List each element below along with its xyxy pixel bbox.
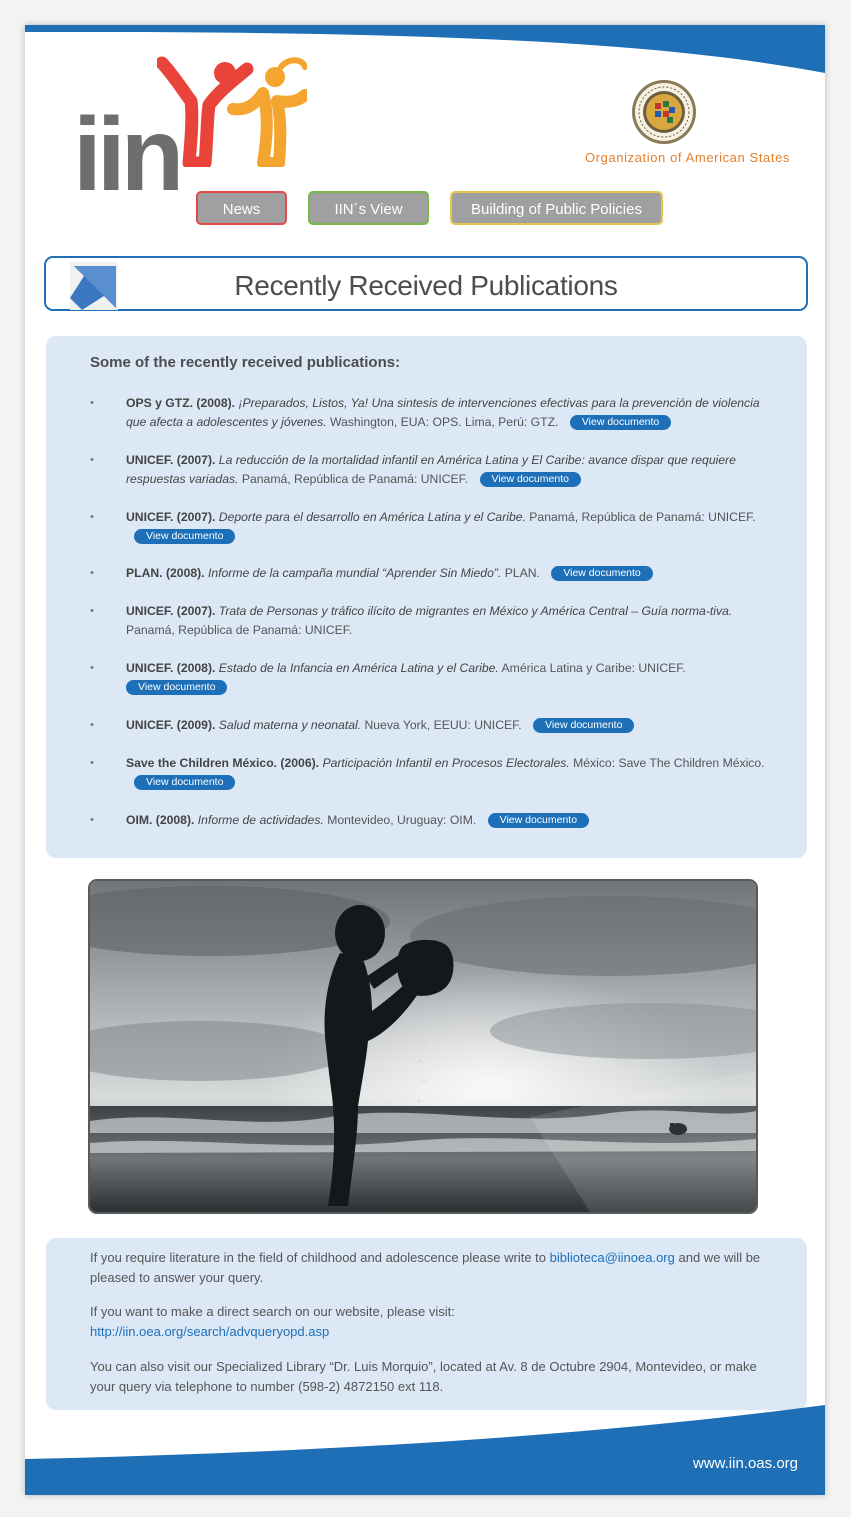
publication-publisher: Nueva York, EEUU: UNICEF. (364, 718, 522, 732)
iin-logo-text: iin (73, 97, 180, 213)
publication-title: Deporte para el desarrollo en América Latina y el Caribe. (218, 510, 526, 524)
nav-public-policies-button[interactable]: Building of Public Policies (450, 191, 663, 225)
nav-iins-view-button[interactable]: IIN´s View (308, 191, 429, 225)
publication-publisher: Washington, EUA: OPS. Lima, Perú: GTZ. (329, 415, 559, 429)
info-paragraph-library: You can also visit our Specialized Library “Dr. Luis Morquio”, located at Av. 8 de Octubre 2904, Montevideo, or make your query via telephone to number (598-2) 4872150 ext 118. (90, 1359, 757, 1394)
library-email-link[interactable]: biblioteca@iinoea.org (549, 1250, 675, 1265)
oas-seal-icon (631, 79, 697, 145)
publication-item (90, 602, 778, 659)
publication-title: Informe de la campaña mundial “Aprender Sin Miedo”. (207, 566, 502, 580)
publication-publisher: Panamá, República de Panamá: UNICEF. (126, 623, 353, 637)
publication-author: UNICEF. (2007). (126, 604, 216, 618)
publication-item (90, 659, 778, 716)
publication-item (90, 451, 778, 508)
publication-item (90, 394, 778, 451)
publication-author: UNICEF. (2009). (126, 718, 216, 732)
publication-title: La reducción de la mortalidad infantil en América Latina y El Caribe: avance dispar que requiere respuestas variadas. (126, 453, 736, 486)
publication-author: UNICEF. (2007). (126, 453, 216, 467)
publication-title: Participación Infantil en Procesos Electorales. (322, 756, 570, 770)
publication-item (90, 564, 778, 602)
view-document-button[interactable]: View documento (480, 472, 581, 487)
publication-author: PLAN. (2008). (126, 566, 205, 580)
publication-item (90, 716, 778, 754)
section-title: Recently Received Publications (234, 270, 618, 301)
view-document-button[interactable]: View documento (126, 680, 227, 695)
info-paragraph-search (90, 1302, 780, 1341)
view-document-button[interactable]: View documento (533, 718, 634, 733)
bottom-wave-decoration (25, 1405, 825, 1495)
beach-child-illustration (90, 881, 756, 1212)
info-literature-text: If you require literature in the field of childhood and adolescence please write to (90, 1250, 547, 1265)
publication-item (90, 754, 778, 811)
newsletter-page (25, 25, 825, 1495)
view-document-button[interactable]: View documento (134, 775, 235, 790)
advanced-search-link[interactable]: http://iin.oea.org/search/advqueryopd.asp (90, 1323, 330, 1339)
publication-author: Save the Children México. (2006). (126, 756, 320, 770)
oas-name: Organization of American States (584, 150, 790, 165)
info-paragraph-literature (90, 1248, 780, 1287)
publication-publisher: México: Save The Children México. (573, 756, 765, 770)
view-document-button[interactable]: View documento (134, 529, 235, 544)
info-literature-text-end: and we will be pleased to answer your query. (90, 1250, 761, 1285)
publication-author: OPS y GTZ. (2008). (126, 396, 236, 410)
publications-heading: Some of the recently received publications: (90, 354, 401, 371)
publication-title: Salud materna y neonatal. (218, 718, 362, 732)
publication-title: ¡Preparados, Listos, Ya! Una sintesis de intervenciones efectivas para la prevención de violencia que afecta a adolescentes y jóvenes. (126, 396, 760, 429)
publication-title: Estado de la Infancia en América Latina y el Caribe. (218, 661, 499, 675)
publication-publisher: Panamá, República de Panamá: UNICEF. (241, 472, 469, 486)
publication-item (90, 508, 778, 564)
publications-panel (46, 336, 807, 858)
view-document-button[interactable]: View documento (570, 415, 671, 430)
publication-author: UNICEF. (2008). (126, 661, 216, 675)
view-document-button[interactable]: View documento (551, 566, 652, 581)
view-document-button[interactable]: View documento (488, 813, 589, 828)
info-search-text: If you want to make a direct search on our website, please visit: (90, 1304, 455, 1319)
publication-publisher: América Latina y Caribe: UNICEF. (501, 661, 686, 675)
publication-title: Informe de actividades. (197, 813, 324, 827)
footer-website-link[interactable]: www.iin.oas.org (692, 1455, 798, 1472)
iin-logo-figures-icon (157, 55, 307, 167)
publication-author: UNICEF. (2007). (126, 510, 216, 524)
publication-item (90, 811, 778, 849)
publication-publisher: Montevideo, Uruguay: OIM. (327, 813, 477, 827)
contact-info-panel (46, 1238, 807, 1410)
nav-news-button[interactable]: News (196, 191, 287, 225)
publications-list (90, 394, 778, 849)
beach-child-photo (88, 879, 758, 1214)
publication-publisher: PLAN. (504, 566, 540, 580)
publication-author: OIM. (2008). (126, 813, 195, 827)
publication-title: Trata de Personas y tráfico ilícito de migrantes en México y América Central – Guía norma-tiva. (218, 604, 733, 618)
section-title-box (44, 256, 808, 311)
publication-publisher: Panamá, República de Panamá: UNICEF. (529, 510, 756, 524)
